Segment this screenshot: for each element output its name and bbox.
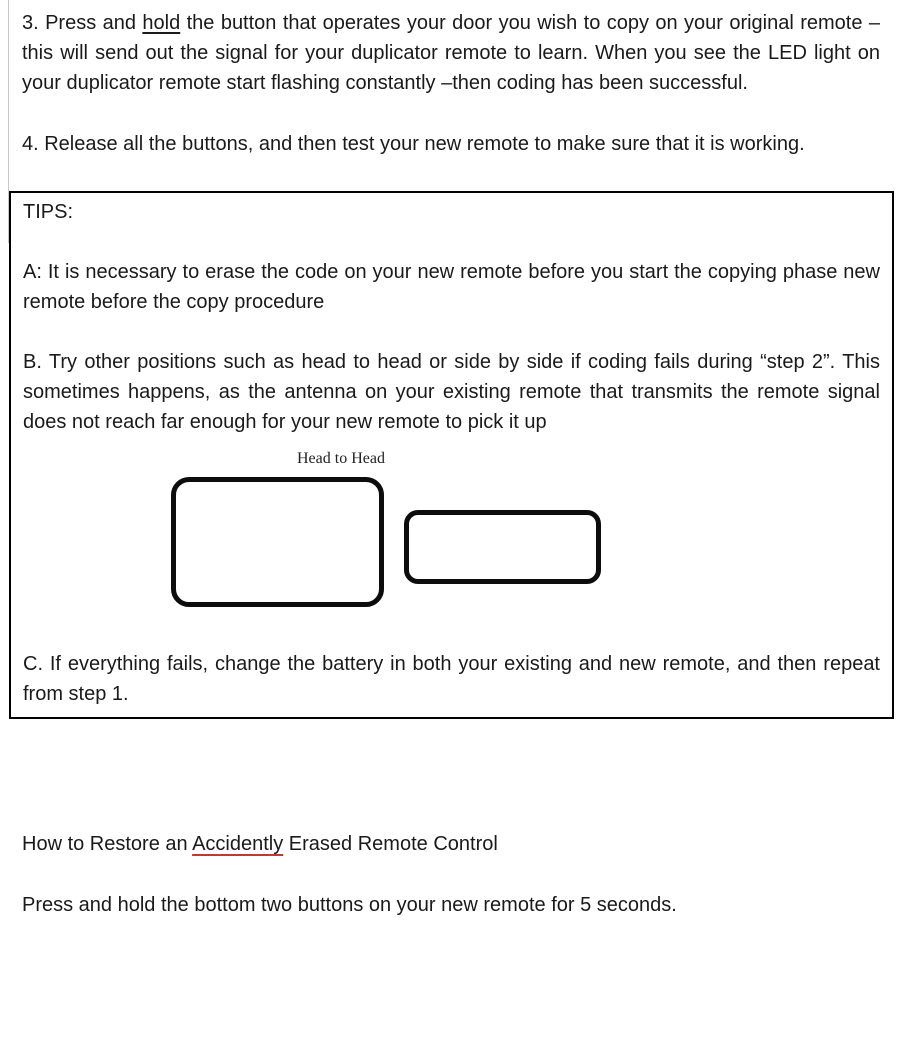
- existing-remote-shape: [171, 477, 384, 607]
- accidently-underlined-word: Accidently: [192, 833, 284, 855]
- tip-a-paragraph: A: It is necessary to erase the code on your new remote before you start the copying phase new remote before the copy procedure: [23, 261, 880, 313]
- step-3-paragraph: [22, 8, 880, 98]
- step-3-text-pre: 3. Press and: [22, 12, 143, 34]
- tip-c-paragraph: C. If everything fails, change the battery in both your existing and new remote, and then repeat from step 1.: [23, 653, 880, 705]
- tips-title: TIPS:: [23, 201, 74, 223]
- diagram-label: Head to Head: [297, 450, 385, 467]
- restore-heading-post: Erased Remote Control: [283, 833, 498, 855]
- tip-b-paragraph: B. Try other positions such as head to head or side by side if coding fails during “step 2”. This sometimes happens, as the antenna on your existing remote that transmits the remote signal does not reach far enough for your new remote to pick it up: [23, 351, 880, 433]
- tips-box: [9, 191, 894, 719]
- remote-diagram: [23, 449, 880, 609]
- restore-heading-pre: How to Restore an: [22, 833, 193, 855]
- restore-heading: [22, 829, 880, 859]
- step-3-text-post: the button that operates your door you wish to copy on your original remote – this will send out the signal for your duplicator remote to learn. When you see the LED light on your duplicator remote start flashing constantly –then coding has been successful.: [22, 12, 880, 94]
- new-remote-shape: [404, 510, 601, 584]
- restore-instruction: Press and hold the bottom two buttons on your new remote for 5 seconds.: [22, 894, 677, 916]
- step-4-paragraph: 4. Release all the buttons, and then test your new remote to make sure that it is working.: [22, 133, 805, 155]
- hold-underlined-word: hold: [142, 12, 181, 34]
